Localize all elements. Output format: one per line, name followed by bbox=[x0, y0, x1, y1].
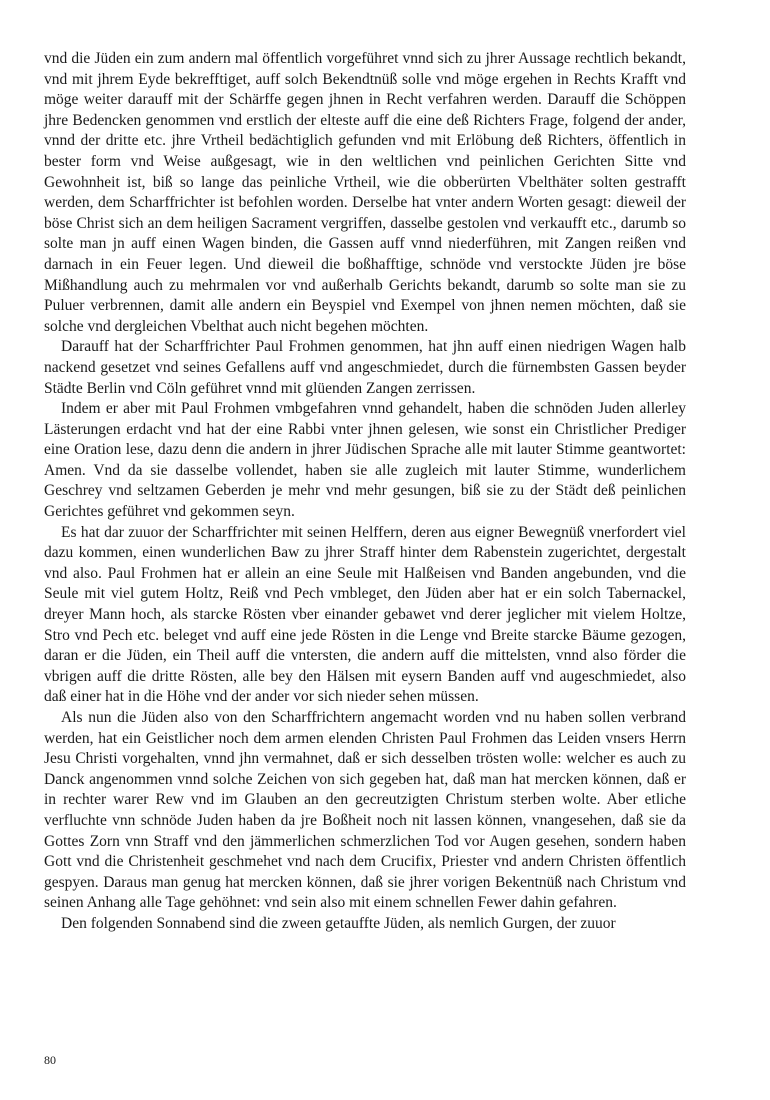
paragraph-4: Es hat dar zuuor der Scharffrichter mit seinen Helffern, deren aus eigner Bewegnüß vnerfordert viel dazu kommen, einen wunderlichen Baw zu jhrer Straff hinter dem Rabenstein zugerichtet, dergestalt vnd also. Paul Frohmen hat er allein an eine Seule mit Halßeisen vnd Banden angebunden, vnd die Seule mit viel gutem Holtz, Reiß vnd Pech vmbleget, den Jüden aber hat er ein solch Tabernackel, dreyer Mann hoch, als starcke Rösten vber einander gebawet vnd derer jeglicher mit vielem Holtze, Stro vnd Pech etc. beleget vnd auff eine jede Rösten in die Lenge vnd Breite starcke Bäume gezogen, daran er die Jüden, ein Theil auff die vntersten, die andern auff die mittelsten, vnnd also förder die vbrigen auff die dritte Rösten, alle bey den Hälsen mit eysern Banden auff vnd augeschmiedet, also daß einer hat in die Höhe vnd der ander vor sich nieder sehen müssen. bbox=[44, 523, 686, 706]
paragraph-5: Als nun die Jüden also von den Scharffrichtern angemacht worden vnd nu haben sollen verbrand werden, hat ein Geistlicher noch dem armen elenden Christen Paul Frohmen das Leiden vnsers Herrn Jesu Christi vorgehalten, vnnd jhn vermahnet, daß er sich desselben trösten wolle: welcher es auch zu Danck angenommen vnnd solche Zeichen von sich gegeben hat, daß man hat mercken können, daß er in rechter warer Rew vnd im Glauben an den gecreutzigten Christum sterben wolte. Aber etliche verfluchte vnn schnöde Juden haben da jre Boßheit noch nit lassen können, vnangesehen, daß sie da Gottes Zorn vnn Straff vnd den jämmerlichen schmerzlichen Tod vor Augen gesehen, sondern haben Gott vnd die Christenheit geschmehet vnd nach dem Crucifix, Priester vnd andern Christen öffentlich gespyen. Daraus man genug hat mercken können, daß sie jhrer vorigen Bekentnüß nach Christum vnd seinen Anhang alle Tage gehöhnet: vnd sein also mit einem schnellen Fewer dahin gefahren. bbox=[44, 709, 686, 912]
paragraph-6: Den folgenden Sonnabend sind die zween getauffte Jüden, als nemlich Gurgen, der zuuor bbox=[61, 914, 616, 932]
page-number: 80 bbox=[44, 1053, 56, 1067]
paragraph-3: Indem er aber mit Paul Frohmen vmbgefahren vnnd gehandelt, haben die schnöden Juden allerley Lästerungen erdacht vnd hat der eine Rabbi vnter jhnen gelesen, wie sonst ein Christlicher Prediger eine Oration lese, dazu denn die andern in jhrer Jüdischen Sprache alle mit lauter Stimme geantwortet: Amen. Vnd da sie dasselbe vollendet, haben sie alle zugleich mit lauter Stimme, wunderlichem Geschrey vnd seltzamen Geberden je mehr vnd mehr gesungen, biß sie zu der Städt deß peinlichen Gerichtes geführet vnd gekommen seyn. bbox=[44, 400, 686, 521]
page-body bbox=[44, 49, 686, 935]
paragraph-1: vnd die Jüden ein zum andern mal öffentlich vorgeführet vnnd sich zu jhrer Aussage rechtlich bekandt, vnd mit jhrem Eyde bekrefftiget, auff solch Bekendtnüß solle vnd möge ergehen in Rechts Krafft vnd möge weiter darauff mit der Schärffe gegen jhnen in Recht verfahren werden. Darauff die Schöppen jhre Bedencken genommen vnd erstlich der elteste auff die eine deß Richters Frage, folgend der ander, vnnd der dritte etc. jhre Vrtheil bedächtiglich gefunden vnd mit Erlöbung deß Richters, öffentlich in bester form vnd Weise außgesagt, wie in den weltlichen vnd peinlichen Gerichten Sitte vnd Gewohnheit ist, biß so lange das peinliche Vrtheil, wie die obberürten Vbelthäter solten gestrafft werden, dem Scharffrichter ist befohlen worden. Derselbe hat vnter andern Worten gesagt: dieweil der böse Christ sich an dem heiligen Sacrament vergriffen, dasselbe gestolen vnd verkaufft etc., darumb so solte man jn auff einen Wagen binden, die Gassen auff vnnd niederführen, mit Zangen reißen vnd darnach in ein Feuer legen. Und dieweil die boßhafftige, schnöde vnd verstockte Jüden jre böse Mißhandlung auch zu mehrmalen vor vnd außerhalb Gerichts bekandt, darumb so solte man sie zu Puluer verbrennen, damit alle andern ein Beyspiel vnd Exempel von jhnen nemen möchten, daß sie solche vnd dergleichen Vbelthat auch nicht begehen möchten. bbox=[44, 50, 686, 335]
paragraph-2: Darauff hat der Scharffrichter Paul Frohmen genommen, hat jhn auff einen niedrigen Wagen halb nackend gesetzet vnd seines Gefallens auff vnd angeschmiedet, durch die fürnembsten Gassen beyder Städte Berlin vnd Cöln geführet vnnd mit glüenden Zangen zerrissen. bbox=[44, 338, 686, 397]
